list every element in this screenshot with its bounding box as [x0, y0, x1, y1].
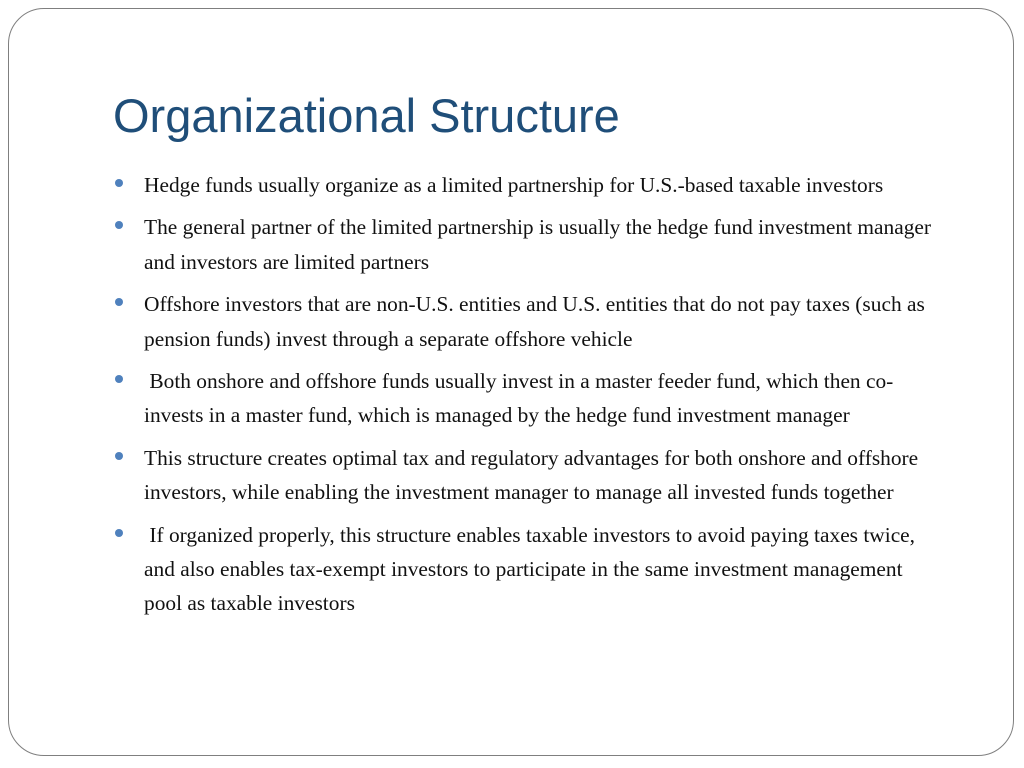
- bullet-text: Offshore investors that are non-U.S. entities and U.S. entities that do not pay taxes (such as pension funds) invest through a separate offshore vehicle: [144, 292, 931, 351]
- bullet-dot-icon: [115, 452, 123, 460]
- bullet-item: [115, 441, 945, 510]
- bullet-dot-icon: [115, 529, 123, 537]
- bullet-item: [115, 518, 945, 621]
- bullet-dot-icon: [115, 375, 123, 383]
- bullet-text: Both onshore and offshore funds usually invest in a master feeder fund, which then co-invests in a master fund, which is managed by the hedge fund investment manager: [144, 369, 894, 428]
- bullet-text: Hedge funds usually organize as a limited partnership for U.S.-based taxable investors: [144, 173, 884, 197]
- bullet-dot-icon: [115, 221, 123, 229]
- bullet-text: This structure creates optimal tax and regulatory advantages for both onshore and offshore investors, while enabling the investment manager to manage all invested funds together: [144, 445, 924, 505]
- bullet-item: [115, 287, 945, 356]
- bullet-list: [115, 168, 945, 629]
- slide-title: Organizational Structure: [113, 89, 620, 142]
- bullet-text: The general partner of the limited partnership is usually the hedge fund investment manager and investors are limited partners: [144, 215, 937, 274]
- bullet-item: [115, 210, 945, 279]
- bullet-dot-icon: [115, 298, 123, 306]
- bullet-dot-icon: [115, 179, 123, 187]
- bullet-item: [115, 168, 945, 202]
- bullet-text: If organized properly, this structure enables taxable investors to avoid paying taxes twice, and also enables tax-exempt investors to participate in the same investment management pool as taxable investors: [144, 522, 921, 616]
- bullet-item: [115, 364, 945, 433]
